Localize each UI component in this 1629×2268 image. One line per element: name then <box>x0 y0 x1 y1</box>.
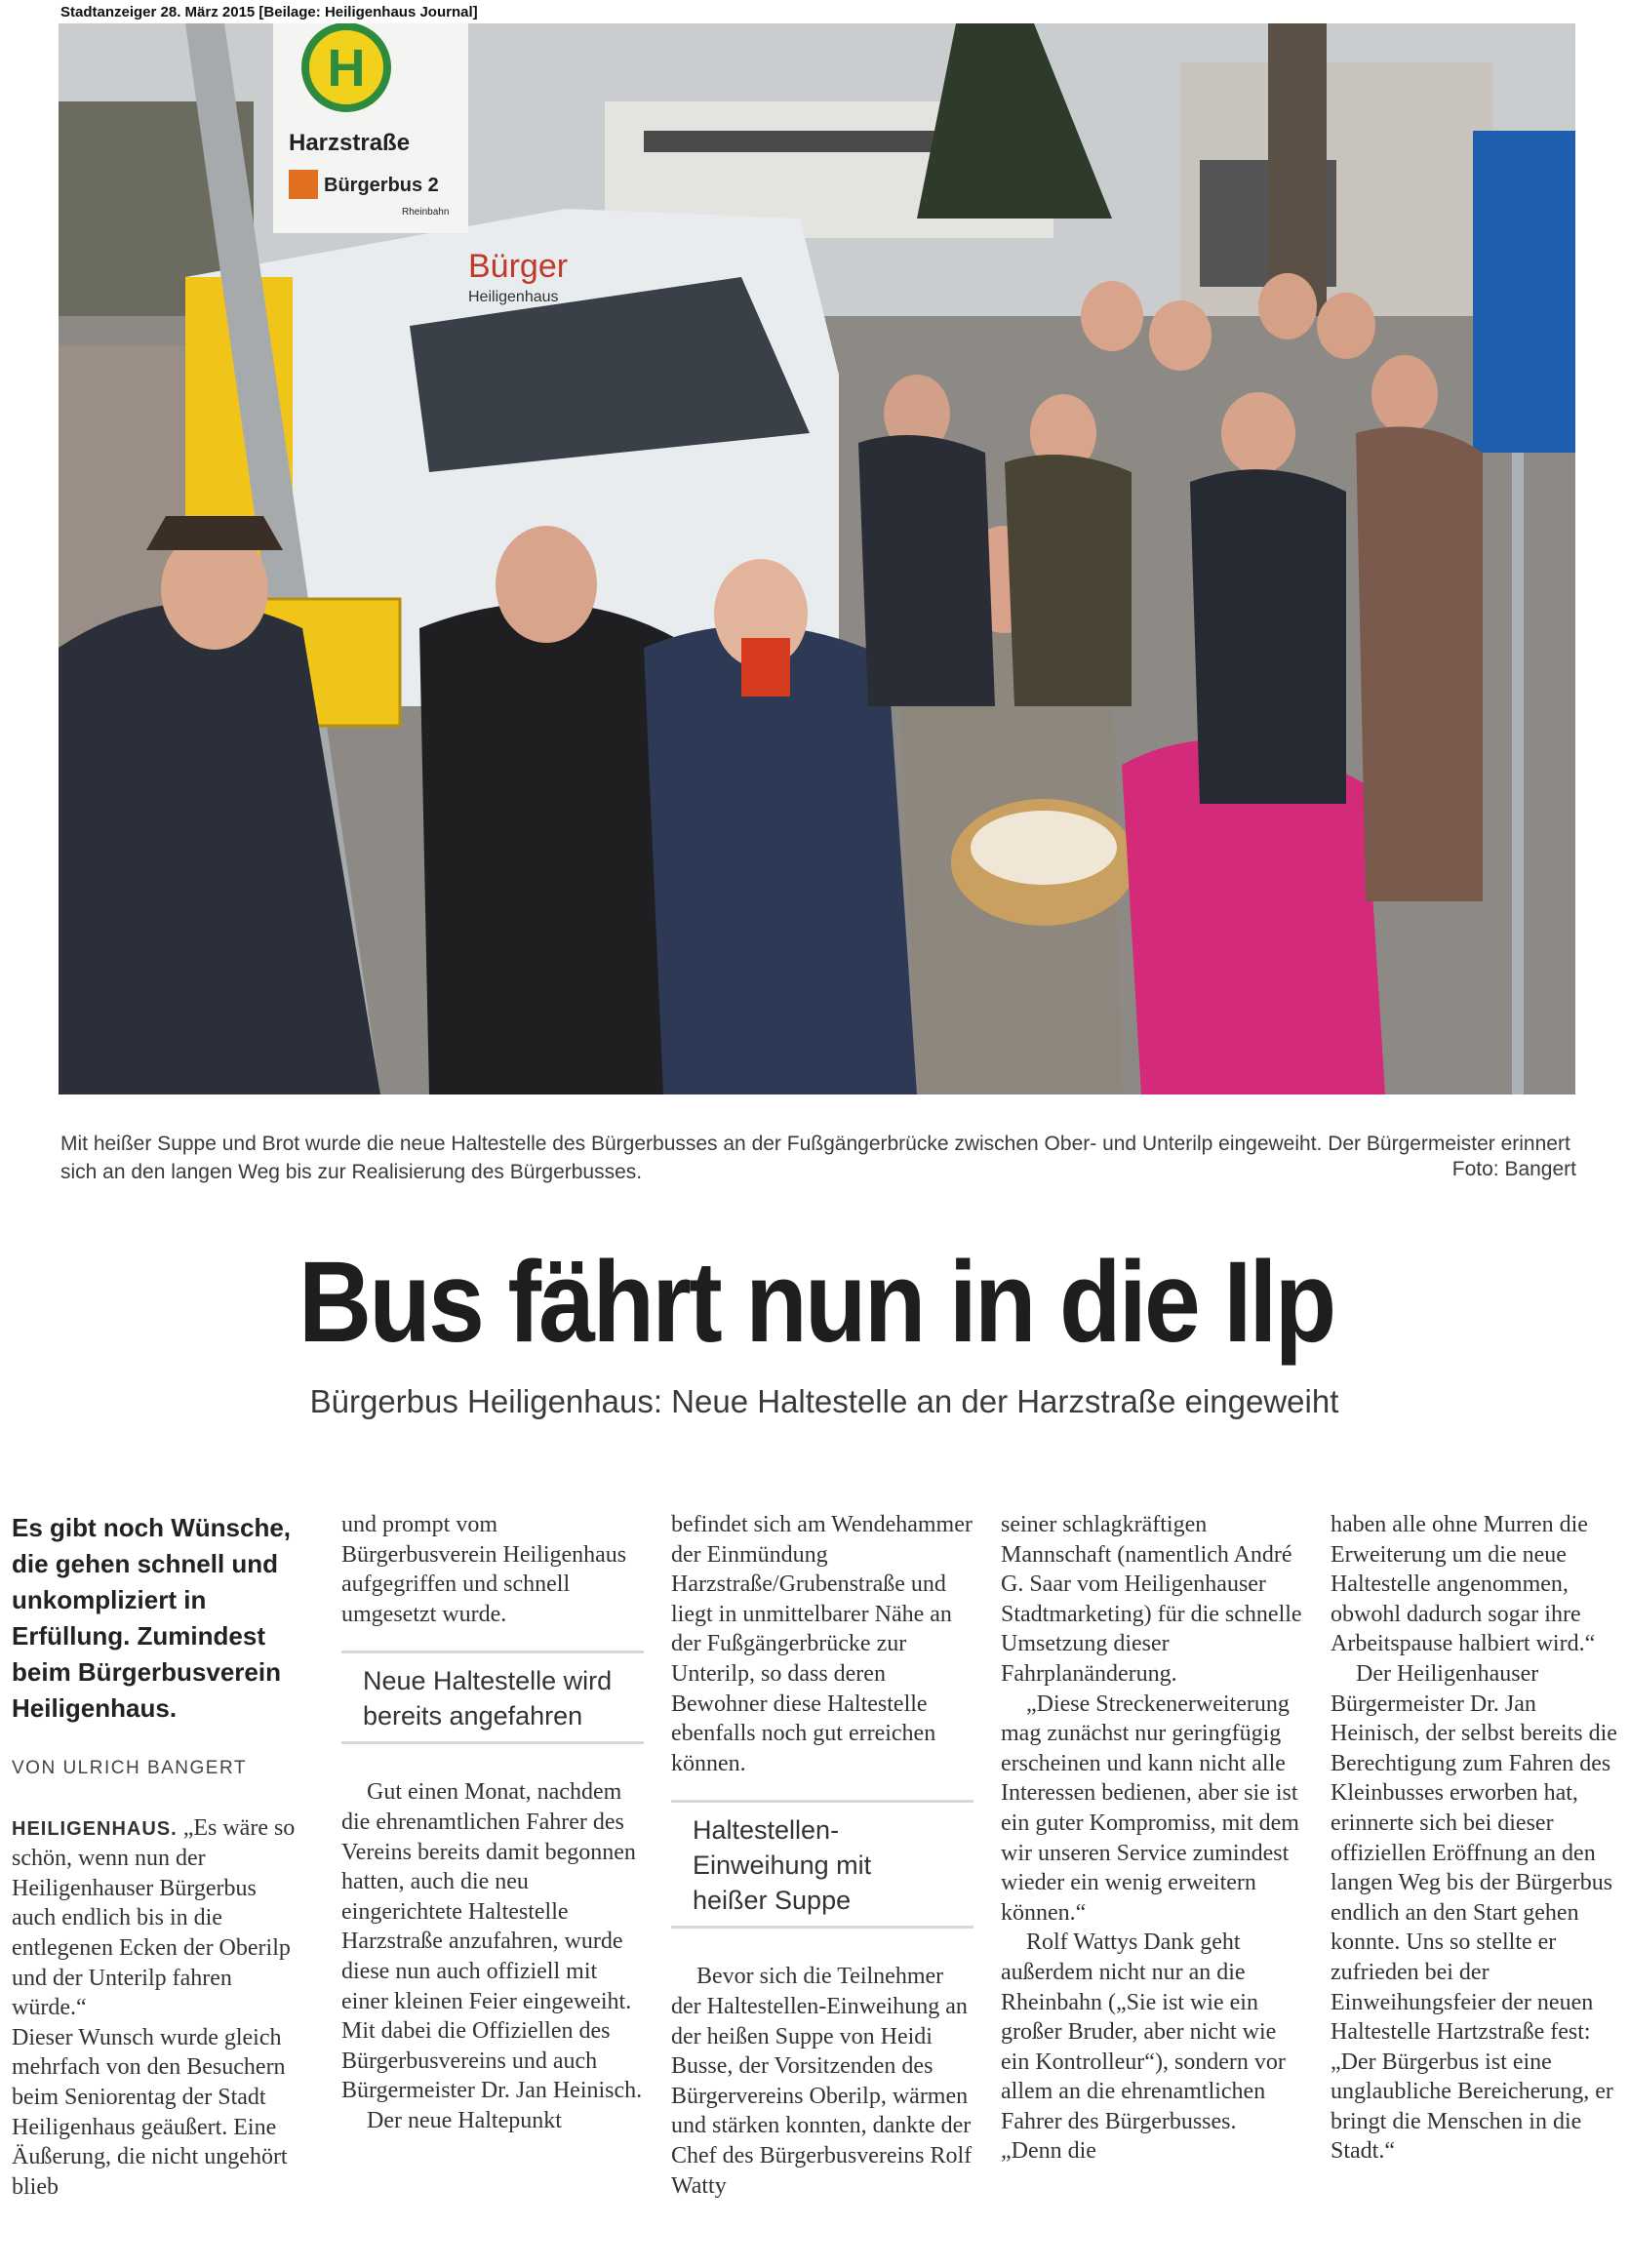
paragraph <box>12 1813 304 2023</box>
photo-caption: Mit heißer Suppe und Brot wurde die neue Haltestelle des Bürgerbusses an der Fußgängerbrücke zwischen Ober- und Unterilp eingeweiht. Der Bürgermeister erinnert sich an den langen Weg bis zur Realisierung des Bürgerbusses. <box>60 1133 1570 1183</box>
paragraph: haben alle ohne Murren die Erweiterung um die neue Haltestelle angenommen, obwohl dadurch sogar ihre Arbeitspause halbiert wird.“ <box>1331 1512 1596 1657</box>
article-column-1 <box>12 1510 304 2202</box>
news-photo <box>59 23 1575 1094</box>
stop-name: Harzstraße <box>289 130 411 156</box>
paragraph: Der Heiligenhauser Bürgermeister Dr. Jan Heinisch, der selbst bereits die Berechtigung zum Fahren des Kleinbusses erworben hat, erinnerte sich bei dieser offiziellen Eröffnung an den langen Weg bis der Bürgerbus endlich an den Start gehen konnte. Uns so stellte er zufrieden bei der Einweihungsfeier der neuen Haltestelle Hartzstraße fest: „Der Bürgerbus ist eine unglaubliche Bereicherung, er bringt die Menschen in die Stadt.“ <box>1331 1660 1617 2165</box>
source-line: Stadtanzeiger 28. März 2015 [Beilage: Heiligenhaus Journal] <box>60 4 478 20</box>
bus-lettering: Bürger <box>468 248 569 285</box>
byline: VON ULRICH BANGERT <box>12 1758 247 1778</box>
paragraph: „Diese Streckenerweiterung mag zunächst nur geringfügig erscheinen und kann nicht alle Interessen bedienen, aber sie ist ein guter Kompromiss, mit dem wir unseren Service zumindest wieder ein wenig erweitern können.“ <box>1001 1691 1299 1926</box>
paragraph: seiner schlagkräftigen Mannschaft (namentlich André G. Saar vom Heiligenhauser Stadtmarketing) für die schnelle Umsetzung dieser Fahrplanänderung. <box>1001 1512 1302 1687</box>
article-column-5 <box>1331 1510 1623 2167</box>
stop-sign-letter: H <box>327 39 366 98</box>
paragraph: und prompt vom Bürgerbusverein Heiligenhaus aufgegriffen und schnell umgesetzt wurde. <box>341 1512 627 1627</box>
photo-credit: Foto: Bangert <box>1451 1158 1576 1180</box>
paragraph-text: „Es wäre so schön, wenn nun der Heiligenhauser Bürgerbus auch endlich bis in die entlegenen Ecken der Oberilp und der Unterilp fahren würde.“ <box>12 1814 296 2021</box>
subhead: Neue Haltestelle wird bereits angefahren <box>341 1651 644 1744</box>
operator: Rheinbahn <box>402 207 450 218</box>
paragraph: Rolf Wattys Dank geht außerdem nicht nur an die Rheinbahn („Sie ist wie ein großer Bruder, aber nicht wie ein Kontrolleur“), sondern vor allem an die ehrenamtlichen Fahrer des Bürgerbusses. „Denn die <box>1001 1930 1286 2165</box>
article-column-3 <box>671 1510 973 2201</box>
subhead: Haltestellen-Einweihung mit heißer Suppe <box>671 1800 973 1929</box>
dateline: HEILIGENHAUS. <box>12 1817 178 1840</box>
article-column-4 <box>1001 1510 1303 2167</box>
bus-sub-lettering: Heiligenhaus <box>468 289 559 305</box>
article-column-2 <box>341 1510 644 2136</box>
paragraph: Bevor sich die Teilnehmer der Haltestellen-Einweihung an der heißen Suppe von Heidi Busse, der Vorsitzenden des Bürgervereins Oberilp, wärmen und stärken konnten, dankte der Chef des Bürgerbusvereins Rolf Watty <box>671 1964 973 2199</box>
subheadline: Bürgerbus Heiligenhaus: Neue Haltestelle an der Harzstraße eingeweiht <box>309 1383 1339 1419</box>
paragraph: Gut einen Monat, nachdem die ehrenamtlichen Fahrer des Vereins bereits damit begonnen hatten, auch die neu eingerichtete Haltestelle Harzstraße anzufahren, wurde diese nun auch offiziell mit einer kleinen Feier eingeweiht. Mit dabei die Offiziellen des Bürgerbusvereins und auch Bürgermeister Dr. Jan Heinisch. <box>341 1779 643 2104</box>
headline: Bus fährt nun in die Ilp <box>298 1238 1334 1367</box>
paragraph: Dieser Wunsch wurde gleich mehrfach von den Besuchern beim Seniorentag der Stadt Heiligenhaus geäußert. Eine Äußerung, die nicht ungehört blieb <box>12 2024 288 2200</box>
paragraph: befindet sich am Wendehammer der Einmündung Harzstraße/Grubenstraße und liegt in unmittelbarer Nähe an der Fußgängerbrücke zur Unterilp, so dass deren Bewohner diese Haltestelle ebenfalls noch gut erreichen können. <box>671 1512 973 1776</box>
bus-line: Bürgerbus 2 <box>324 175 439 196</box>
paragraph: Der neue Haltepunkt <box>367 2107 562 2133</box>
article-lead: Es gibt noch Wünsche, die gehen schnell und unkompliziert in Erfüllung. Zumindest beim Bürgerbusverein Heiligenhaus. <box>12 1513 292 1723</box>
